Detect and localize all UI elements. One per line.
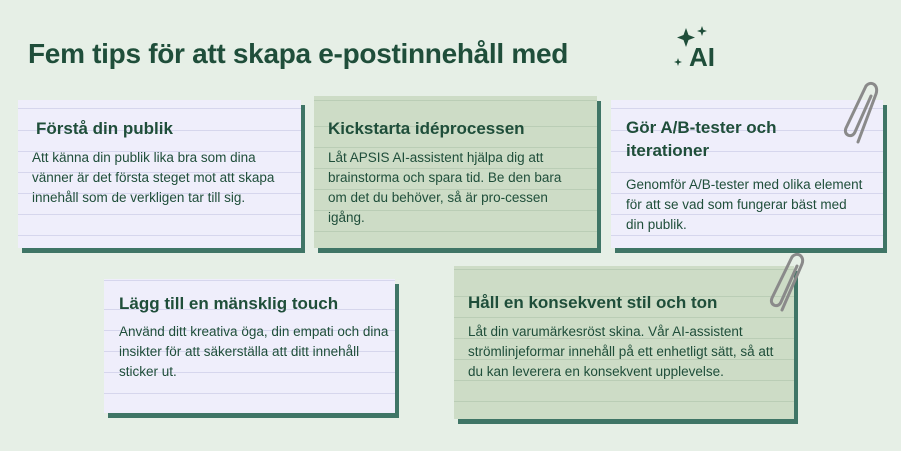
tip-card-1-heading: Förstå din publik bbox=[36, 119, 173, 138]
paperclip-icon bbox=[838, 76, 886, 148]
tip-card-2-heading: Kickstarta idéprocessen bbox=[328, 119, 525, 138]
tip-card-5-body: Låt din varumärkesröst skina. Vår AI-assistent strömlinjeformar innehåll på ett enhetligt sätt, så att du kan leverera en konsekvent upplevelse. bbox=[468, 324, 774, 379]
tip-card-4 bbox=[104, 279, 395, 413]
page-title-text: Fem tips för att skapa e-postinnehåll med bbox=[28, 38, 569, 69]
ai-sparkle-icon bbox=[672, 24, 720, 70]
tip-card-2 bbox=[314, 96, 597, 248]
tip-card-4-heading: Lägg till en mänsklig touch bbox=[119, 294, 339, 313]
tip-card-2-body: Låt APSIS AI-assistent hjälpa dig att brainstorma och spara tid. Be den bara om det du behöver, så är pro-cessen igång. bbox=[328, 150, 562, 225]
tip-card-5 bbox=[454, 266, 794, 419]
paperclip-icon bbox=[766, 248, 812, 314]
tip-card-5-heading: Håll en konsekvent stil och ton bbox=[468, 293, 718, 312]
ai-badge-text: AI bbox=[689, 42, 715, 70]
tip-card-3-heading: Gör A/B-tester och iterationer bbox=[626, 118, 777, 160]
page-title bbox=[28, 38, 568, 70]
tip-card-1 bbox=[18, 100, 301, 248]
tip-card-3-body: Genomför A/B-tester med olika element för att se vad som fungerar bäst med din publik. bbox=[626, 177, 863, 232]
tip-card-4-body: Använd ditt kreativa öga, din empati och dina insikter för att säkerställa att ditt innehåll sticker ut. bbox=[119, 324, 389, 379]
tip-card-1-body: Att känna din publik lika bra som dina vänner är det första steget mot att skapa innehåll som de verkligen tar till sig. bbox=[32, 150, 275, 205]
